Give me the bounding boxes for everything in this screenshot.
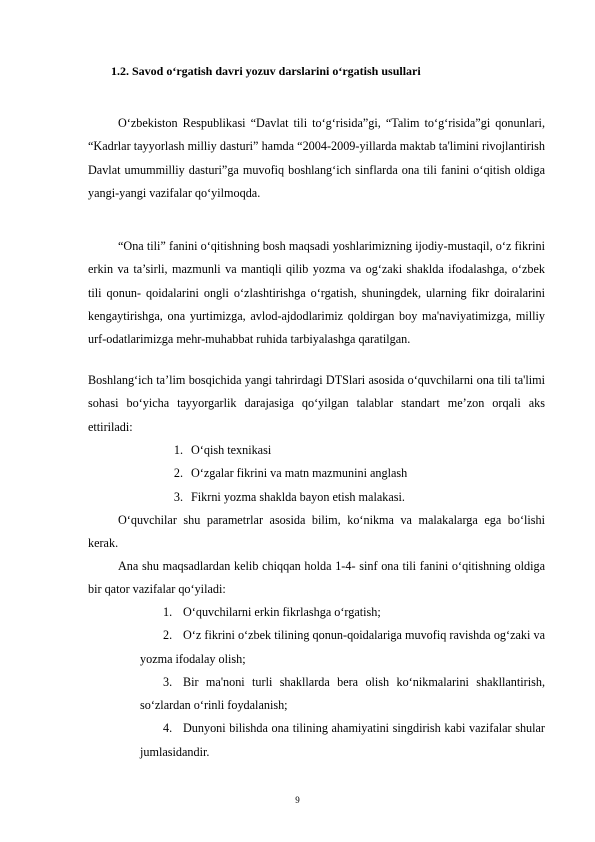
paragraph-parameters: O‘quvchilar shu parametrlar asosida bilim, ko‘nikma va malakalarga ega bo‘lishi kerak.	[88, 513, 545, 551]
page-number: 9	[295, 795, 300, 805]
tasks-list	[140, 601, 545, 764]
list-item-number: 3.	[163, 674, 173, 689]
list-item-number: 3.	[173, 489, 183, 504]
list-item-number: 2.	[163, 628, 173, 643]
list-item-text: O‘zgalar fikrini va matn mazmunini anglash	[191, 466, 408, 481]
list-item	[163, 462, 407, 485]
list-item-number: 4.	[163, 721, 173, 736]
list-item	[140, 624, 545, 671]
paragraph-standards: Boshlang‘ich ta’lim bosqichida yangi tahrirdagi DTSlari asosida o‘quvchilarni ona tili ta'limi sohasi bo‘yicha tayyorgarlik darajasiga qo‘yilgan talablar standart me’zon orqali aks ettiriladi:	[88, 373, 545, 434]
list-item	[140, 717, 545, 764]
list-item-text: Fikrni yozma shaklda bayon etish malakasi.	[191, 489, 405, 504]
list-item-text: O‘quvchilarni erkin fikrlashga o‘rgatish;	[183, 605, 381, 619]
section-heading: 1.2. Savod o‘rgatish davri yozuv darslarini o‘rgatish usullari	[111, 64, 421, 78]
paragraph-goal: “Ona tili” fanini o‘qitishning bosh maqsadi yoshlarimizning ijodiy-mustaqil, o‘z fikrini erkin va ta’sirli, mazmunli va mantiqli qilib yozma va og‘zaki shaklda ifodalashga, o‘zbek tili qonun- qoidalarini ongli o‘zlashtirishga o‘rgatish, shuningdek, ularning fikr doiralarini kengaytirishga, ona yurtimizga, avlod-ajdodlarimiz qoldirgan boy ma'naviyatimizga, milliy urf-odatlarimizga mehr-muhabbat ruhida tarbiyalashga qaratilgan.	[88, 239, 545, 347]
list-item-text: Bir ma'noni turli shakllarda bera olish ko‘nikmalarini shakllantirish, so‘zlardan o‘rinli foydalanish;	[140, 674, 545, 713]
list-item-text: O‘qish texnikasi	[191, 443, 272, 457]
list-item-text: O‘z fikrini o‘zbek tilining qonun-qoidalariga muvofiq ravishda og‘zaki va yozma ifodalay olish;	[140, 628, 545, 666]
list-item	[163, 439, 271, 462]
paragraph-tasks-intro: Ana shu maqsadlardan kelib chiqqan holda 1-4- sinf ona tili fanini o‘qitishning oldiga bir qator vazifalar qo‘yiladi:	[88, 559, 545, 597]
list-item	[140, 671, 545, 718]
list-item-number: 2.	[173, 466, 183, 481]
list-item-text: Dunyoni bilishda ona tilining ahamiyatini singdirish kabi vazifalar shular jumlasidandir.	[140, 721, 545, 759]
list-item	[140, 601, 545, 624]
paragraph-intro: O‘zbekiston Respublikasi “Davlat tili to‘g‘risida”gi, “Talim to‘g‘risida”gi qonunlari, “Kadrlar tayyorlash milliy dasturi” hamda “2004-2009-yillarda maktab ta'limini rivojlantirish Davlat umummilliy dasturi”ga muvofiq boshlang‘ich sinflarda ona tili fanini o‘qitish oldiga yangi-yangi vazifalar qo‘yilmoqda.	[88, 116, 545, 200]
list-item-number: 1.	[173, 443, 183, 457]
list-item-number: 1.	[163, 605, 173, 619]
list-item	[163, 486, 405, 509]
